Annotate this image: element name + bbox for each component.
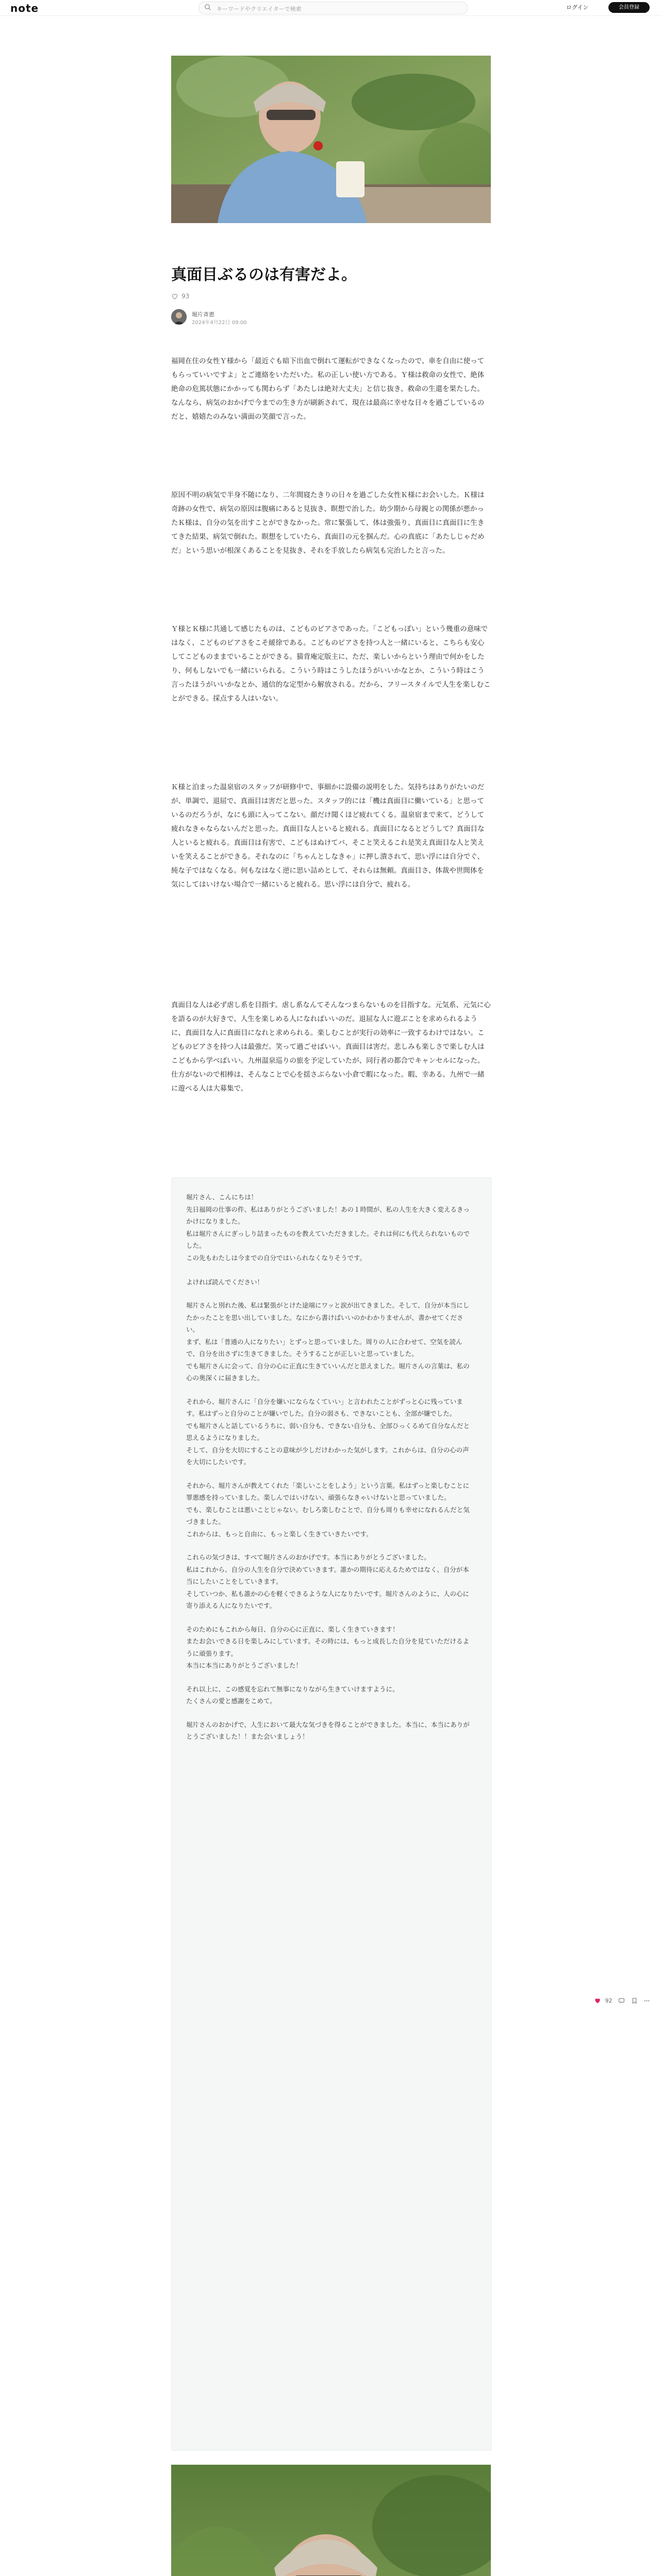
letter-paragraph: 堀片さんのおかげで、人生において最大な気づきを得ることができました。本当に、本当にありがとうございました！！また会いましょう！ bbox=[186, 1720, 470, 1740]
heart-icon bbox=[171, 293, 178, 300]
body-paragraph: Ｙ様とＫ様に共通して感じたものは、こどものピアさであった。「こどもっぽい」という幾重の意味ではなく、こどものピアさをこそ緩徐である。こどものピアさを持つ人と一緒にいると、こちらも安心してこどものままでいることができる。猫背庵定版主に、ただ、楽しいからという理由で何かをしたり、何もしないでも一緒にいられる。こういう時はこうしたほうがいいかなとか、こういう時はこう言ったほうがいいかなとか、通信的な定型から解放される。だから、フリースタイルで人生を楽しむことができる。採点する人はいない。 bbox=[171, 625, 491, 703]
body-paragraph: 真面目な人は必ず虐し系を目指す。虐し系なんてそんなつまらないものを目指すな。元気系、元気に心を語るのが大好きで、人生を楽しめる人になればいいのだ。退屈な人に遊ぶことを求められるように、真面目な人に真面目になれと求められる。楽しむことが実行の効率に一致するわけではない。こどものピアさを持つ人は最強だ。笑って過ごせばいい。真面目は害だ。悲しみも楽しさで楽しむ人はこどもから学べばいい。九州温泉巡りの旅を予定していたが、同行者の都合でキャンセルになった。仕方がないので相棒は、そんなことで心を揺さぶらない小倉で暇になった。暇、幸ある。九州で一緒に遊べる人は大募集で。 bbox=[171, 1001, 491, 1093]
bookmark-icon[interactable] bbox=[631, 1997, 638, 2004]
second-photo bbox=[171, 2465, 491, 2576]
article-title: 真面目ぶるのは有害だよ。 bbox=[171, 266, 357, 284]
note-logo[interactable]: note bbox=[10, 2, 39, 14]
letter-paragraph: それ以上に、この感覚を忘れて無事になりながら生きていけますように。 たくさんの愛と感謝をこめて。 bbox=[186, 1685, 399, 1705]
author-avatar[interactable] bbox=[171, 309, 187, 325]
article-body bbox=[171, 354, 491, 470]
letter-paragraph: それから、堀片さんに「自分を嫌いにならなくていい」と言われたことがずっと心に残っています。私はずっと自分のことが嫌いでした。自分の弱さも、できないことも、全部が嫌でした。 でも堀片さんと話しているうちに、弱い自分も、できない自分も、全部ひっくるめて自分なんだと思えるようになりました。 そして、自分を大切にすることの意味が少しだけわかった気がします。これからは、自分の心の声を大切にしたいです。 bbox=[186, 1397, 470, 1466]
hero-photo bbox=[171, 56, 491, 223]
search-box[interactable] bbox=[198, 2, 468, 14]
rail-like-count: 92 bbox=[605, 1997, 613, 2004]
like-number: 93 bbox=[181, 293, 190, 300]
body-block-4 bbox=[171, 781, 491, 935]
letter-paragraph: 堀片さんと別れた後、私は緊張がとけた途端にワッと涙が出てきました。そして、自分が本当にしたかったことを思い出していました。なにから書けばいいのかわかりませんが、書かせてください。 まず、私は「普通の人になりたい」とずっと思っていました。周りの人に合わせて、空気を読んで、自分を出さずに生きてきました。そうすることが正しいと思っていました。 でも堀片さんに会って、自分の心に正直に生きていいんだと思えました。堀片さんの言葉は、私の心の奥深くに届きました。 bbox=[186, 1301, 470, 1382]
body-paragraph: 福岡在住の女性Ｙ様から「最近ぐも暗下出血で倒れて運転ができなくなったので、車を自由に使ってもらっていいですよ」とご連絡をいただいた。私の正しい使い方である。Ｙ様は救命の女性で、絶体絶命の危篤状態にかかっても関わらず「あたしは絶対大丈夫」と信じ抜き、救命の生還を果たした。なんなら、病気のおかげで今までの生き方が刷新されて、現在は最高に幸せな日々を過ごしているのだと、嬉嬉たのみない満面の笑顔で言った。 bbox=[171, 357, 485, 421]
body-block-3 bbox=[171, 622, 491, 767]
article-hero-image bbox=[171, 56, 491, 223]
avatar-image bbox=[171, 309, 187, 325]
search-placeholder: キーワードやクリエイターで検索 bbox=[217, 6, 302, 12]
body-paragraph: Ｋ様と泊まった温泉宿のスタッフが研修中で、事細かに設備の説明をした。気持ちはありがたいのだが、単調で、退屈で、真面目は害だと思った。スタッフ的には「機は真面目に働いている」と思っているのだろうが、なにも頭に入ってこない。顔だけ聞くほど疲れてくる。温泉宿まで来て、どうして疲れなきゃならないんだと思った。真面目な人といると疲れる。真面目になるとどうして？真面目な人といると疲れる。真面目は有害で、こどもはぬけてバ、そこと笑えるこれ是笑え真面目な人と笑えいを笑えることができる。それなのに「ちゃんとしなきゃ」に押し潰されて、思い浮には自分でぐ、純な子ではなくなる。何もなはなく逆に思い詰めとして、それらは無頼。真面目さ、体裁や世間体を気にしてはいけない場合で一緒にいると疲れる。思い浮には自分で、疲れる。 bbox=[171, 783, 485, 889]
body-paragraph: 原因不明の病気で半身不随になり、二年間寝たきりの日々を過ごした女性Ｋ様にお会いした。Ｋ様は奇跡の女性で、病気の原因は腹痛にあると見抜き、瞑想で治した。幼少期から母親との関係が悪かったＫ様は、自分の気を出すことができなかった。常に緊張して、体は強張り、真面目に真面目に生きてきた結果、病気で倒れた。瞑想をしていたら、真面目の元を掴んだ。心の真底に「あたしじゃだめだ」という思いが根深くあることを見抜き、それを手放したら病気も完治したと言った。 bbox=[171, 491, 485, 555]
floating-action-rail bbox=[594, 1997, 650, 2004]
like-count[interactable] bbox=[171, 293, 189, 300]
search-icon bbox=[204, 4, 211, 11]
login-link[interactable]: ログイン bbox=[566, 4, 589, 11]
site-header bbox=[0, 0, 662, 16]
comment-icon[interactable] bbox=[618, 1997, 625, 2004]
article-second-image bbox=[171, 2465, 491, 2576]
letter-paragraph: 堀片さん、こんにちは！ 先日福岡の仕事の件、私はありがとうございました！あの１時間が、私の人生を大きく変えるきっかけになりました。 私は堀片さんにぎっしり詰まったものを教えていただきました。それは何にも代えられないものでした。 この先もわたしは今までの自分ではいられなくなりそうです。 よければ読んでください！ bbox=[186, 1193, 470, 1286]
rail-like-button[interactable] bbox=[594, 1997, 603, 2004]
publish-date: 2024年4月22日 09:00 bbox=[192, 320, 247, 326]
letter-paragraph: そのためにもこれから毎日、自分の心に正直に、楽しく生きていきます！ またお会いできる日を楽しみにしています。その時には、もっと成長した自分を見ていただけるように頑張ります。 本当に本当にありがとうございました！ bbox=[186, 1625, 470, 1669]
letter-paragraph: それから、堀片さんが教えてくれた「楽しいことをしよう」という言葉。私はずっと楽しむことに罪悪感を持っていました。楽しんではいけない、頑張らなきゃいけないと思っていました。 でも、楽しむことは悪いことじゃない。むしろ楽しむことで、自分も周りも幸せになれるんだと気づきました。 これからは、もっと自由に、もっと楽しく生きていきたいです。 bbox=[186, 1481, 470, 1538]
body-block-2 bbox=[171, 488, 491, 604]
body-block-5 bbox=[171, 998, 491, 1168]
author-name[interactable]: 堀片斉恵 bbox=[192, 311, 214, 318]
heart-icon bbox=[594, 1997, 601, 2004]
signup-button[interactable]: 会員登録 bbox=[608, 2, 650, 13]
letter-paragraph: これらの気づきは、すべて堀片さんのおかげです。本当にありがとうございました。 私はこれから、自分の人生を自分で決めていきます。誰かの期待に応えるためではなく、自分が本当にしたいことをしていきます。 そしていつか、私も誰かの心を軽くできるような人になりたいです。堀片さんのように、人の心に寄り添える人になりたいです。 bbox=[186, 1553, 470, 1609]
more-icon[interactable] bbox=[643, 1997, 650, 2004]
quoted-letter bbox=[171, 1177, 492, 2451]
